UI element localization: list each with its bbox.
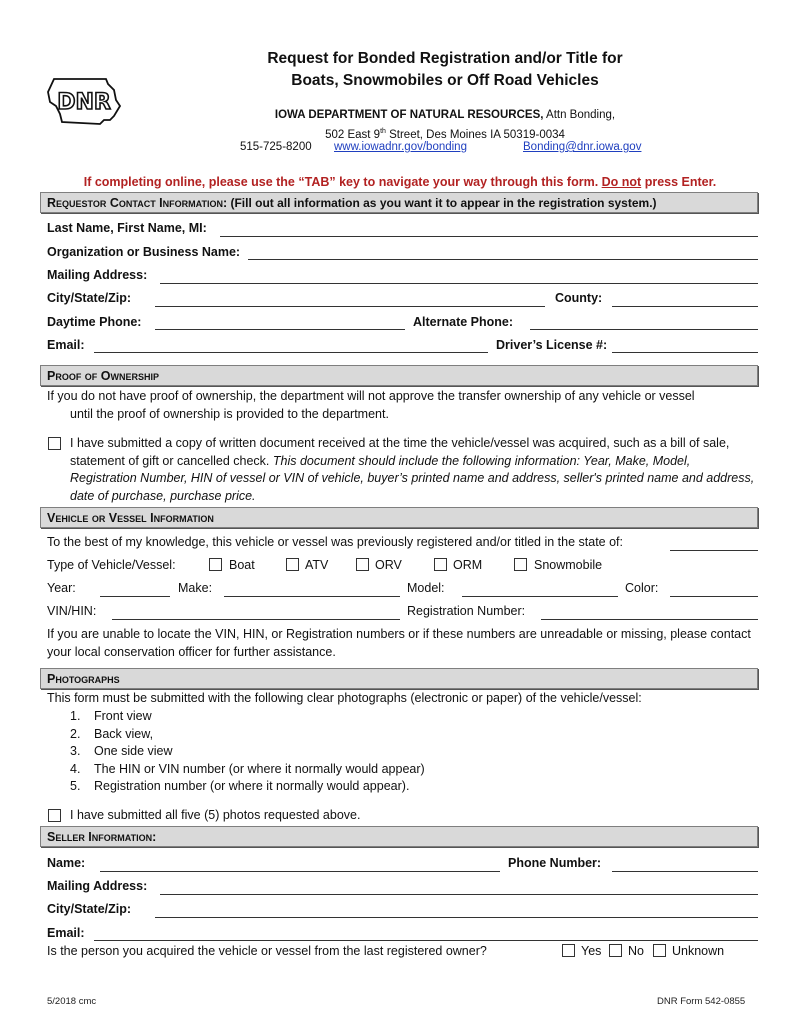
photos-submitted-checkbox[interactable] bbox=[48, 809, 61, 822]
list-number: 3. bbox=[70, 744, 81, 758]
type-orv-label: ORV bbox=[375, 558, 402, 572]
iowa-state-outline-icon bbox=[44, 76, 124, 126]
drivers-license-label: Driver’s License #: bbox=[496, 338, 608, 352]
tab-warning bbox=[40, 175, 760, 189]
model-label: Model: bbox=[407, 581, 445, 595]
section-title: Photographs bbox=[47, 672, 120, 686]
color-input[interactable] bbox=[670, 596, 758, 597]
footer-revision: 5/2018 cmc bbox=[47, 996, 97, 1007]
seller-name-input[interactable] bbox=[100, 871, 500, 872]
county-input[interactable] bbox=[612, 306, 758, 307]
seller-mailing-label: Mailing Address: bbox=[47, 879, 148, 893]
photo-list-item bbox=[70, 743, 425, 761]
list-text: Registration number (or where it normally would appear). bbox=[94, 779, 410, 793]
ownership-intro-line1: If you do not have proof of ownership, the department will not approve the transfer ownership of any vehicle or vessel bbox=[47, 389, 695, 403]
previous-state-label: To the best of my knowledge, this vehicle or vessel was previously registered and/or titled in the state of: bbox=[47, 535, 623, 549]
list-text: The HIN or VIN number (or where it normally would appear) bbox=[94, 761, 425, 776]
seller-phone-label: Phone Number: bbox=[508, 856, 602, 870]
list-number: 2. bbox=[70, 726, 81, 741]
org-line bbox=[190, 108, 700, 124]
alternate-phone-input[interactable] bbox=[530, 329, 758, 330]
ownership-document-statement: I have submitted a copy of written document received at the time the vehicle/vessel was acquired, such as a bill of sale, statement of gift or cancelled check. bbox=[70, 436, 730, 468]
photos-submitted-label: I have submitted all five (5) photos requested above. bbox=[70, 808, 361, 822]
type-snowmobile-checkbox[interactable] bbox=[514, 558, 527, 571]
make-label: Make: bbox=[178, 581, 213, 595]
type-atv-label: ATV bbox=[305, 558, 329, 572]
svg-text:DNR: DNR bbox=[57, 90, 111, 115]
form-title-line2: Boats, Snowmobiles or Off Road Vehicles bbox=[291, 72, 599, 89]
address-sup: th bbox=[380, 128, 386, 135]
list-text: One side view bbox=[94, 744, 173, 758]
city-state-zip-label: City/State/Zip: bbox=[47, 291, 132, 305]
photographs-section-header bbox=[40, 668, 758, 689]
last-owner-question: Is the person you acquired the vehicle or vessel from the last registered owner? bbox=[47, 944, 487, 958]
organization-input[interactable] bbox=[248, 259, 758, 260]
type-atv-checkbox[interactable] bbox=[286, 558, 299, 571]
mailing-address-label: Mailing Address: bbox=[47, 268, 148, 282]
warning-text: If completing online, please use the “TAB” key to navigate your way through this form. bbox=[83, 175, 602, 189]
section-note: (Fill out all information as you want it to appear in the registration system.) bbox=[227, 196, 657, 210]
photo-list-item bbox=[70, 726, 425, 744]
seller-email-input[interactable] bbox=[94, 940, 758, 941]
photo-list-item bbox=[70, 778, 425, 796]
type-boat-checkbox[interactable] bbox=[209, 558, 222, 571]
type-boat-label: Boat bbox=[229, 558, 255, 572]
list-text: Back view, bbox=[94, 726, 154, 741]
photo-list-item bbox=[70, 708, 425, 726]
alternate-phone-label: Alternate Phone: bbox=[413, 315, 514, 329]
photo-list bbox=[70, 708, 425, 796]
form-title-line1: Request for Bonded Registration and/or Title for bbox=[267, 50, 623, 67]
vehicle-type-label: Type of Vehicle/Vessel: bbox=[47, 558, 176, 572]
type-snowmobile-label: Snowmobile bbox=[534, 558, 603, 572]
requestor-section-header bbox=[40, 192, 758, 213]
last-owner-yes-label: Yes bbox=[581, 944, 602, 958]
type-orm-label: ORM bbox=[453, 558, 483, 572]
organization-label: Organization or Business Name: bbox=[47, 245, 241, 259]
seller-mailing-input[interactable] bbox=[160, 894, 758, 895]
drivers-license-input[interactable] bbox=[612, 352, 758, 353]
email-label: Email: bbox=[47, 338, 85, 352]
last-owner-no-label: No bbox=[628, 944, 644, 958]
seller-section-header bbox=[40, 826, 758, 847]
contact-line bbox=[240, 140, 660, 156]
model-input[interactable] bbox=[462, 596, 618, 597]
warning-emphasis: Do not bbox=[601, 175, 642, 189]
city-state-zip-input[interactable] bbox=[155, 306, 545, 307]
org-name: IOWA DEPARTMENT OF NATURAL RESOURCES, bbox=[274, 109, 544, 121]
seller-city-input[interactable] bbox=[155, 917, 758, 918]
vin-hin-label: VIN/HIN: bbox=[47, 604, 97, 618]
last-owner-unknown-label: Unknown bbox=[672, 944, 725, 958]
vin-missing-note: If you are unable to locate the VIN, HIN, or Registration numbers or if these numbers are unreadable or missing, please contact your local conservation officer for further assistance. bbox=[47, 627, 751, 659]
last-owner-unknown-checkbox[interactable] bbox=[653, 944, 666, 957]
color-label: Color: bbox=[625, 581, 659, 595]
seller-phone-input[interactable] bbox=[612, 871, 758, 872]
ownership-section-header bbox=[40, 365, 758, 386]
last-owner-yes-checkbox[interactable] bbox=[562, 944, 575, 957]
make-input[interactable] bbox=[224, 596, 400, 597]
vin-hin-input[interactable] bbox=[112, 619, 400, 620]
last-owner-no-checkbox[interactable] bbox=[609, 944, 622, 957]
seller-email-label: Email: bbox=[47, 926, 85, 940]
photographs-intro: This form must be submitted with the following clear photographs (electronic or paper) of the vehicle/vessel: bbox=[47, 691, 642, 705]
ownership-intro-line2: until the proof of ownership is provided to the department. bbox=[70, 406, 389, 421]
year-input[interactable] bbox=[100, 596, 170, 597]
seller-name-label: Name: bbox=[47, 856, 86, 870]
phone: 515-725-8200 bbox=[240, 141, 312, 153]
seller-city-label: City/State/Zip: bbox=[47, 902, 132, 916]
section-title: Vehicle or Vessel Information bbox=[47, 511, 214, 525]
vehicle-section-header bbox=[40, 507, 758, 528]
ownership-document-requirements: This document should include the following information: Year, Make, Model, Registration Number, HIN of vessel or VIN of vehicle, buyer’s printed name and address, seller's printed name and address, date of purchase, purchase price. bbox=[70, 453, 755, 503]
website-link[interactable]: www.iowadnr.gov/bonding bbox=[334, 141, 467, 153]
registration-number-input[interactable] bbox=[541, 619, 758, 620]
section-title: Proof of Ownership bbox=[47, 369, 160, 383]
ownership-document-text bbox=[70, 435, 760, 505]
section-title: Requestor Contact Information: bbox=[47, 196, 228, 210]
type-orm-checkbox[interactable] bbox=[434, 558, 447, 571]
dnr-logo bbox=[44, 76, 124, 126]
previous-state-input[interactable] bbox=[670, 550, 758, 551]
list-number: 4. bbox=[70, 761, 81, 776]
photo-list-item bbox=[70, 761, 425, 779]
org-attn: Attn Bonding, bbox=[543, 109, 616, 121]
county-label: County: bbox=[555, 291, 603, 305]
footer-form-number: DNR Form 542-0855 bbox=[657, 996, 746, 1007]
registration-number-label: Registration Number: bbox=[407, 604, 526, 618]
email-link[interactable]: Bonding@dnr.iowa.gov bbox=[523, 141, 642, 153]
email-input[interactable] bbox=[94, 352, 488, 353]
last-name-label: Last Name, First Name, MI: bbox=[47, 221, 207, 235]
year-label: Year: bbox=[47, 581, 76, 595]
daytime-phone-label: Daytime Phone: bbox=[47, 315, 142, 329]
warning-text-end: press Enter. bbox=[641, 175, 717, 189]
ownership-document-checkbox[interactable] bbox=[48, 437, 61, 450]
address-street: 502 East 9 bbox=[325, 128, 381, 141]
list-text: Front view bbox=[94, 709, 152, 723]
address-city: Street, Des Moines IA 50319-0034 bbox=[385, 128, 565, 141]
last-name-input[interactable] bbox=[220, 236, 758, 237]
section-title: Seller Information: bbox=[47, 830, 157, 844]
daytime-phone-input[interactable] bbox=[155, 329, 405, 330]
list-number: 1. bbox=[70, 709, 81, 723]
mailing-address-input[interactable] bbox=[160, 283, 758, 284]
ownership-intro bbox=[47, 388, 767, 423]
list-number: 5. bbox=[70, 779, 81, 793]
type-orv-checkbox[interactable] bbox=[356, 558, 369, 571]
